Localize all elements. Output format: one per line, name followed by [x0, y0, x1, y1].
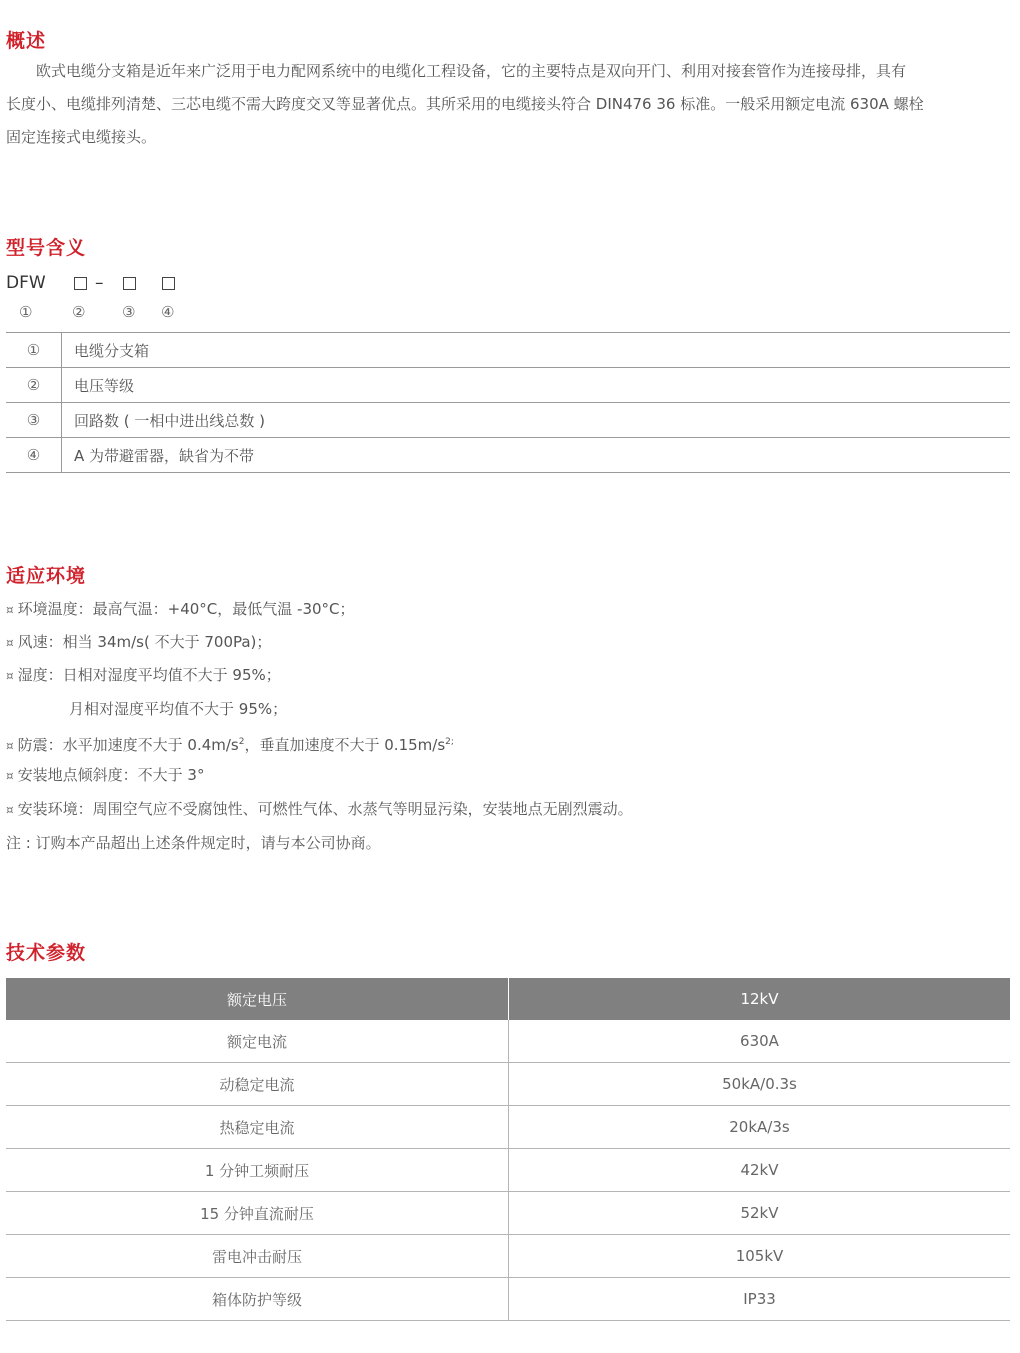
param-value: 105kV — [509, 1235, 1011, 1278]
param-value: 630A — [509, 1020, 1011, 1063]
overview-paragraph — [6, 55, 1010, 154]
model-row-description: 回路数 ( 一相中进出线总数 ) — [62, 403, 1011, 438]
bullet-icon: ¤ — [6, 769, 14, 783]
params-header-name: 额定电压 — [6, 978, 509, 1020]
env-quake-text-a: 防震：水平加速度不大于 0.4m/s — [17, 736, 239, 754]
bullet-icon: ¤ — [6, 603, 14, 617]
env-note: 注 : 订购本产品超出上述条件规定时，请与本公司协商。 — [6, 834, 381, 852]
env-wind-text: 风速：相当 34m/s( 不大于 700Pa)； — [17, 633, 272, 651]
param-name: 额定电流 — [6, 1020, 509, 1063]
model-row-number: ③ — [6, 403, 62, 438]
model-title: 型号含义 — [6, 237, 87, 259]
model-code-dash: – — [95, 273, 104, 293]
env-humidity-text: 湿度：日相对湿度平均值不大于 95%； — [17, 666, 281, 684]
model-marker-2: ② — [72, 303, 86, 321]
env-quake-sup-2: 2; — [445, 737, 454, 747]
env-wind — [6, 632, 271, 653]
environment-title: 适应环境 — [6, 565, 87, 587]
env-tilt-text: 安装地点倾斜度：不大于 3° — [17, 766, 205, 784]
table-row — [6, 1063, 1010, 1106]
params-title: 技术参数 — [6, 942, 87, 964]
table-row — [6, 1278, 1010, 1321]
env-quake-text-b: ，垂直加速度不大于 0.15m/s — [244, 736, 446, 754]
env-site-text: 安装环境：周围空气应不受腐蚀性、可燃性气体、水蒸气等明显污染，安装地点无剧烈震动。 — [17, 800, 633, 818]
overview-line-3: 固定连接式电缆接头。 — [6, 128, 157, 146]
env-humidity-month: 月相对湿度平均值不大于 95%； — [69, 700, 288, 718]
table-row — [6, 1235, 1010, 1278]
env-temperature-text: 环境温度：最高气温：+40°C，最低气温 -30°C； — [17, 600, 355, 618]
placeholder-box-2 — [74, 277, 87, 290]
param-value: 50kA/0.3s — [509, 1063, 1011, 1106]
bullet-icon: ¤ — [6, 739, 14, 753]
placeholder-box-4 — [162, 277, 175, 290]
overview-line-2: 长度小、电缆排列清楚、三芯电缆不需大跨度交叉等显著优点。其所采用的电缆接头符合 DIN476 36 标准。一般采用额定电流 630A 螺栓 — [6, 95, 924, 113]
param-value: IP33 — [509, 1278, 1011, 1321]
env-humidity — [6, 665, 281, 686]
model-marker-1: ① — [19, 303, 33, 321]
table-row — [6, 1149, 1010, 1192]
model-code-prefix: DFW — [6, 273, 46, 293]
bullet-icon: ¤ — [6, 803, 14, 817]
param-value: 42kV — [509, 1149, 1011, 1192]
param-name: 箱体防护等级 — [6, 1278, 509, 1321]
param-name: 动稳定电流 — [6, 1063, 509, 1106]
env-site — [6, 799, 633, 820]
model-row — [6, 333, 1010, 368]
model-marker-4: ④ — [161, 303, 175, 321]
params-header-value: 12kV — [509, 978, 1011, 1020]
table-row — [6, 1192, 1010, 1235]
model-row — [6, 368, 1010, 403]
bullet-icon: ¤ — [6, 636, 14, 650]
overview-line-1: 欧式电缆分支箱是近年来广泛用于电力配网系统中的电缆化工程设备，它的主要特点是双向开门、利用对接套管作为连接母排，具有 — [36, 62, 907, 80]
env-temperature — [6, 599, 355, 620]
table-row — [6, 1106, 1010, 1149]
params-table — [6, 978, 1010, 1321]
param-name: 雷电冲击耐压 — [6, 1235, 509, 1278]
overview-title: 概述 — [6, 30, 47, 52]
model-row-number: ② — [6, 368, 62, 403]
env-quake-sup-1: 2 — [238, 737, 245, 747]
param-value: 20kA/3s — [509, 1106, 1011, 1149]
param-name: 1 分钟工频耐压 — [6, 1149, 509, 1192]
model-table — [6, 332, 1010, 473]
env-quake — [6, 732, 454, 756]
model-row — [6, 403, 1010, 438]
params-header-row — [6, 978, 1010, 1020]
model-row-description: 电缆分支箱 — [62, 333, 1011, 368]
model-marker-3: ③ — [122, 303, 136, 321]
env-tilt — [6, 765, 204, 786]
param-value: 52kV — [509, 1192, 1011, 1235]
model-row — [6, 438, 1010, 473]
model-row-description: A 为带避雷器，缺省为不带 — [62, 438, 1011, 473]
table-row — [6, 1020, 1010, 1063]
bullet-icon: ¤ — [6, 669, 14, 683]
model-row-description: 电压等级 — [62, 368, 1011, 403]
model-row-number: ① — [6, 333, 62, 368]
placeholder-box-3 — [123, 277, 136, 290]
model-row-number: ④ — [6, 438, 62, 473]
param-name: 热稳定电流 — [6, 1106, 509, 1149]
param-name: 15 分钟直流耐压 — [6, 1192, 509, 1235]
